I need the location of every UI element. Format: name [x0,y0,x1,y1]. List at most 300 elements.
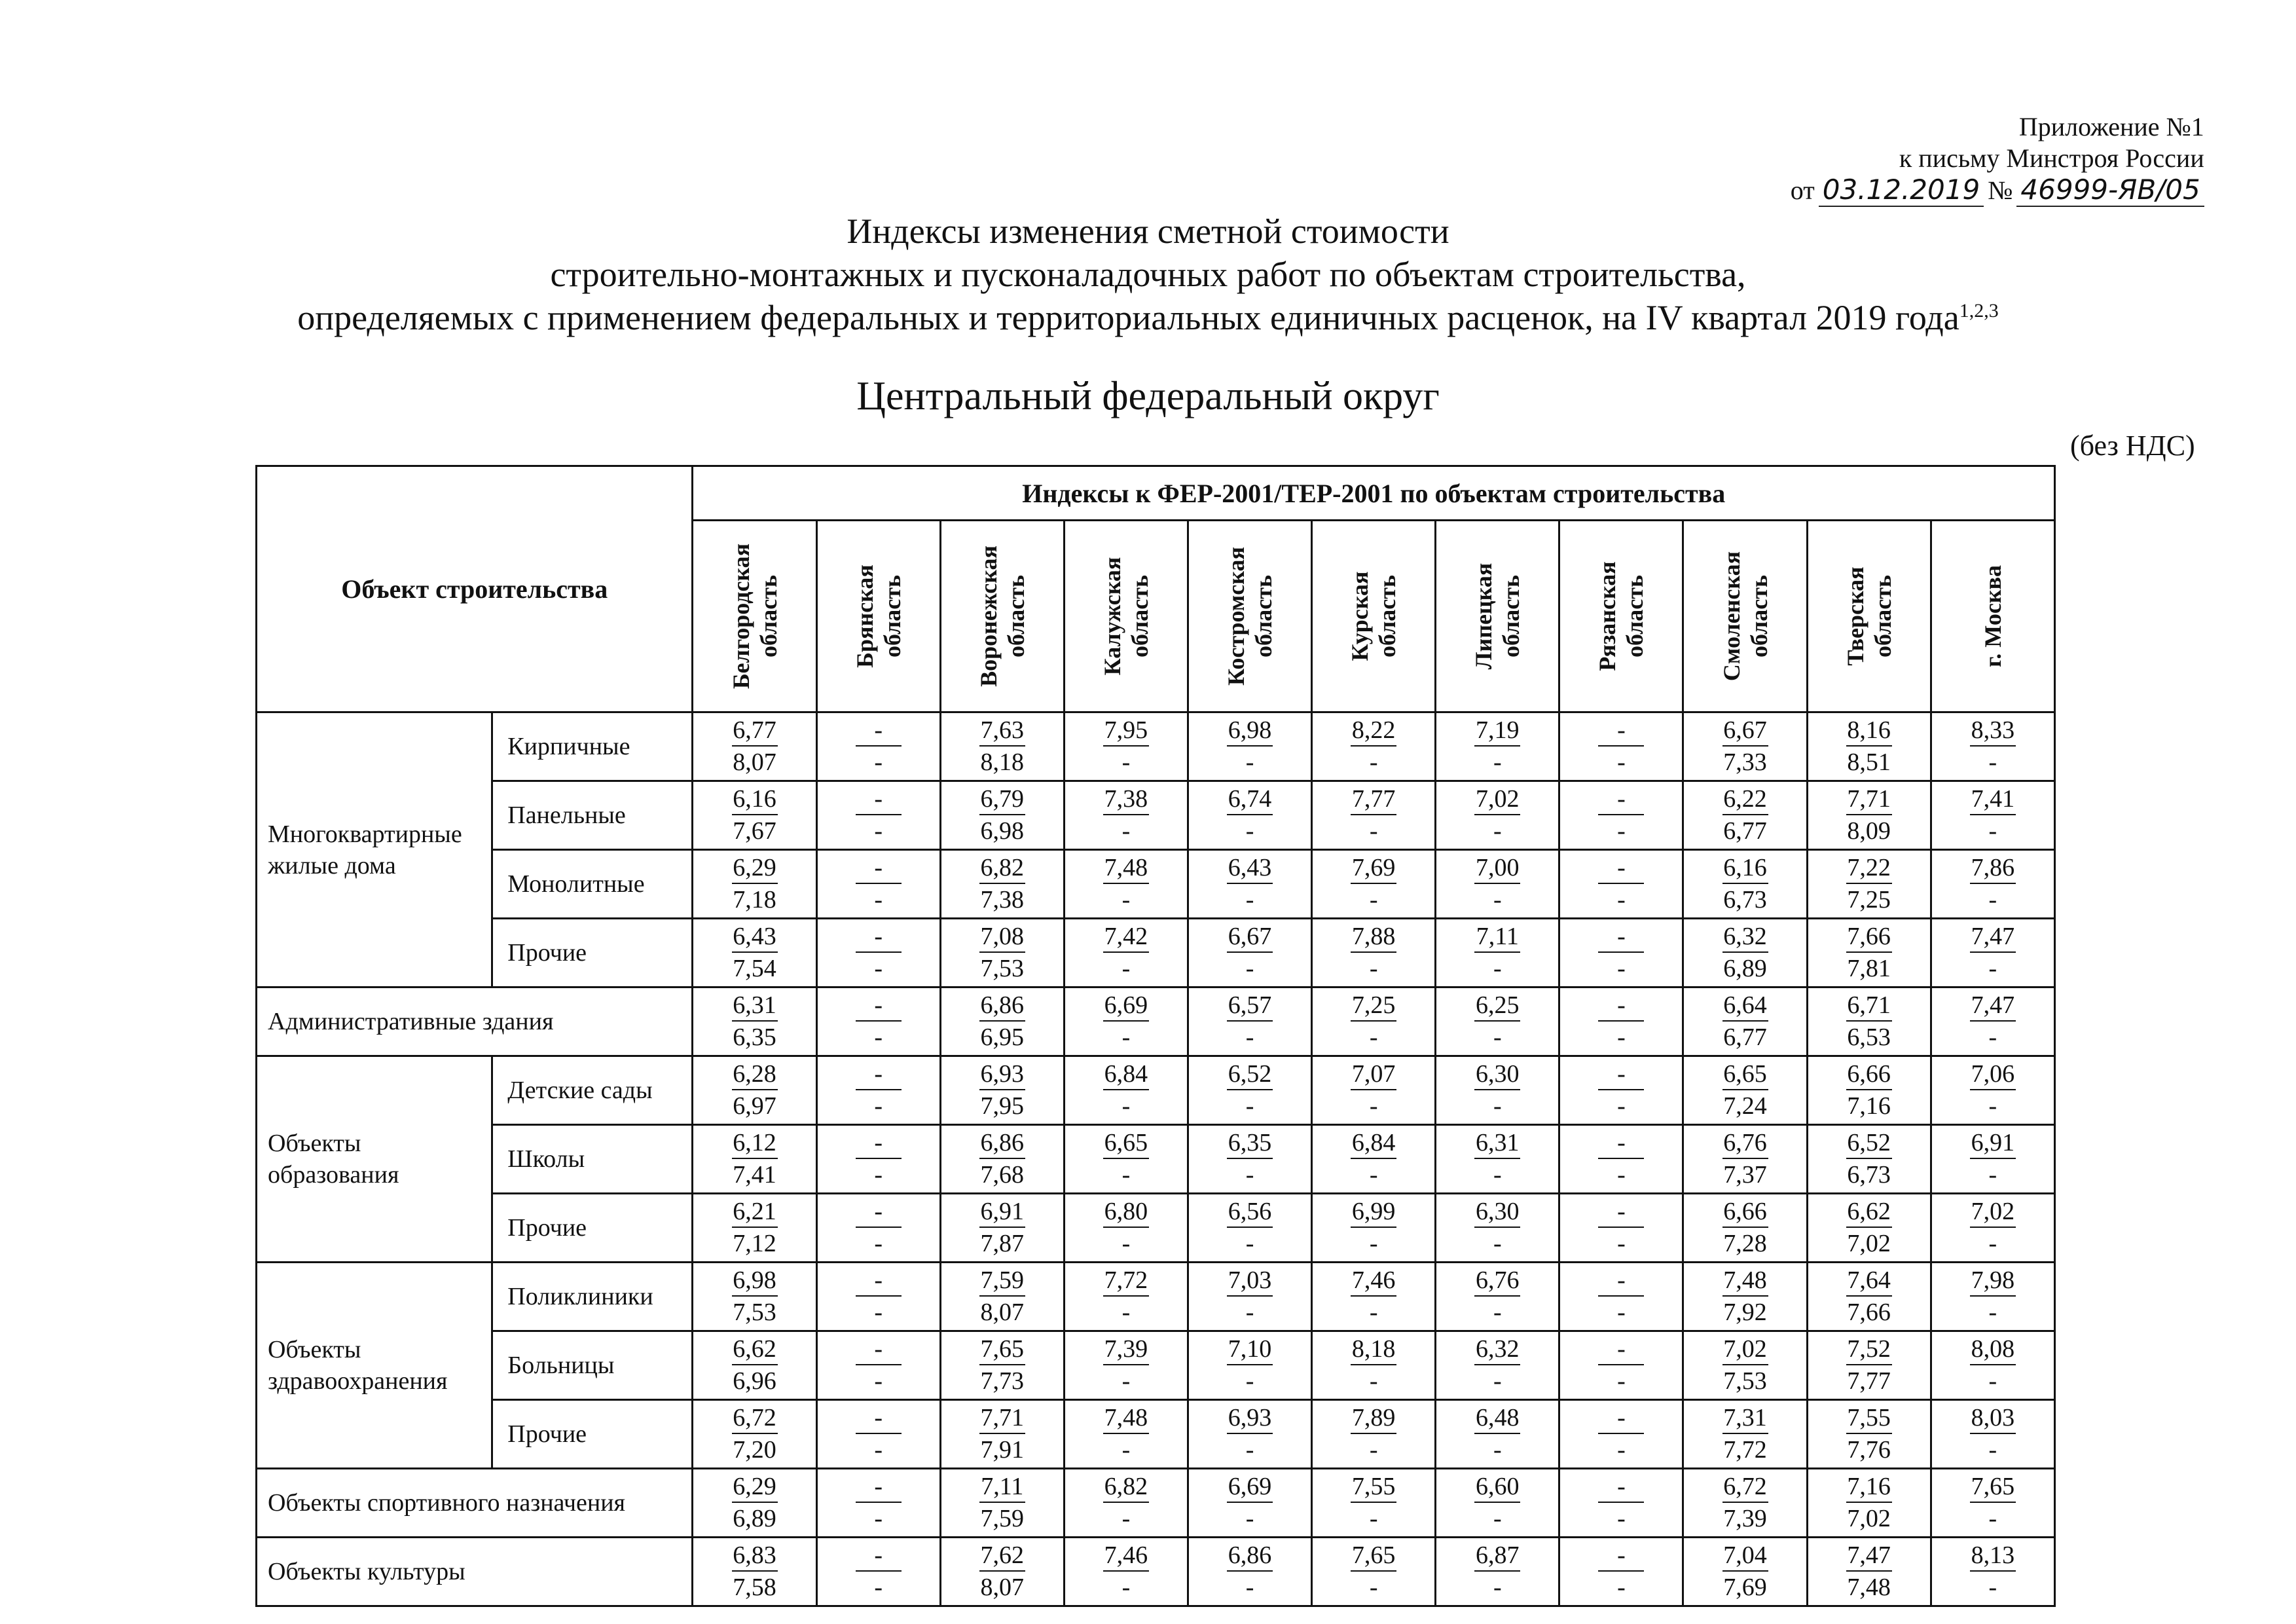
territorial-index-value: - [1988,1574,1997,1601]
federal-index-value: 7,11 [1474,921,1520,953]
territorial-index-value: - [1121,1574,1131,1601]
federal-index-value: 7,55 [1351,1471,1396,1503]
federal-index-value: 7,47 [1970,990,2016,1022]
appendix-date-prefix: от [1790,175,1815,205]
territorial-index-value: - [874,955,883,982]
territorial-index-value: - [1617,1092,1626,1120]
federal-index-value: 7,48 [1722,1265,1768,1297]
region-name: г. Москва [1979,565,2006,667]
territorial-index-value: - [1617,1505,1626,1532]
territorial-index-value: - [1617,886,1626,913]
federal-index-value: 7,19 [1474,715,1520,747]
federal-index-value: 7,03 [1227,1265,1273,1297]
index-cell [1312,1263,1436,1331]
territorial-index-value: 7,16 [1847,1092,1891,1120]
federal-index-value: 6,87 [1474,1540,1520,1572]
territorial-index-value: - [1988,886,1997,913]
territorial-index-value: - [1369,1024,1378,1051]
territorial-index-value: - [1121,1230,1131,1257]
index-cell [1559,1400,1683,1469]
index-cell [1559,1194,1683,1263]
federal-index-value: 7,52 [1846,1334,1892,1365]
federal-index-value: - [1598,853,1644,884]
territorial-index-value: - [1121,955,1131,982]
federal-index-value: 8,08 [1970,1334,2016,1365]
federal-index-value: 7,89 [1351,1403,1396,1434]
object-subtype-label: Поликлиники [492,1263,693,1331]
territorial-index-value: - [874,817,883,845]
territorial-index-value: - [1493,1230,1502,1257]
territorial-index-value: - [1617,817,1626,845]
indices-group-header: Индексы к ФЕР-2001/ТЕР-2001 по объектам строительства [693,466,2055,521]
region-column-header [1064,521,1188,712]
federal-index-value: 6,64 [1722,990,1768,1022]
federal-index-value: - [856,1128,902,1159]
federal-index-value: - [1598,1196,1644,1228]
federal-index-value: 6,60 [1474,1471,1520,1503]
federal-index-value: - [856,990,902,1022]
federal-index-value: 6,91 [979,1196,1025,1228]
territorial-index-value: - [1493,748,1502,776]
index-cell [1436,919,1559,987]
index-cell [1188,1538,1311,1606]
index-cell [1559,1056,1683,1125]
federal-index-value: 7,69 [1351,853,1396,884]
appendix-number: 46999-ЯВ/05 [2016,174,2204,207]
territorial-index-value: 7,39 [1723,1505,1767,1532]
object-subtype-label: Монолитные [492,850,693,919]
territorial-index-value: 7,02 [1847,1505,1891,1532]
index-cell [693,1538,816,1606]
federal-index-value: 6,79 [979,784,1025,815]
index-cell [940,850,1064,919]
index-cell [693,1331,816,1400]
territorial-index-value: - [1493,1024,1502,1051]
territorial-index-value: - [1369,1436,1378,1464]
territorial-index-value: - [1121,886,1131,913]
index-cell [693,1125,816,1194]
index-cell [693,850,816,919]
table-row [257,1125,2055,1194]
federal-index-value: 8,33 [1970,715,2016,747]
territorial-index-value: - [1617,748,1626,776]
table-row [257,1194,2055,1263]
federal-index-value: 6,83 [732,1540,778,1572]
territorial-index-value: 7,81 [1847,955,1891,982]
table-row [257,1538,2055,1606]
index-cell [1188,1263,1311,1331]
federal-index-value: - [1598,1334,1644,1365]
index-cell [1683,1263,1807,1331]
federal-index-value: 6,72 [732,1403,778,1434]
federal-index-value: 6,66 [1722,1196,1768,1228]
federal-index-value: 7,77 [1351,784,1396,815]
territorial-index-value: 7,67 [733,817,776,845]
territorial-index-value: - [1493,1436,1502,1464]
title-line-2: строительно-монтажных и пусконаладочных работ по объектам строительства, [550,255,1746,294]
index-cell [1807,1538,1931,1606]
federal-index-value: 6,56 [1227,1196,1273,1228]
index-cell [1312,1538,1436,1606]
federal-index-value: 6,93 [979,1059,1025,1090]
object-group-label: Объекты здравоохранения [257,1263,492,1469]
territorial-index-value: 7,76 [1847,1436,1891,1464]
region-name: Липецкая область [1470,563,1525,670]
federal-index-value: - [856,784,902,815]
table-row [257,1056,2055,1125]
territorial-index-value: - [1617,1161,1626,1189]
territorial-index-value: 7,48 [1847,1574,1891,1601]
index-cell [1188,1331,1311,1400]
index-cell [940,987,1064,1056]
federal-index-value: 7,16 [1846,1471,1892,1503]
index-cell [693,1263,816,1331]
index-cell [1312,987,1436,1056]
federal-index-value: 8,03 [1970,1403,2016,1434]
federal-index-value: - [856,1403,902,1434]
index-cell [1559,781,1683,850]
index-cell [816,1056,940,1125]
federal-index-value: 6,69 [1227,1471,1273,1503]
index-cell [1064,850,1188,919]
object-subtype-label: Кирпичные [492,712,693,781]
index-cell [1931,712,2054,781]
index-cell [816,919,940,987]
territorial-index-value: - [874,1505,883,1532]
territorial-index-value: 7,68 [980,1161,1025,1189]
federal-index-value: 6,65 [1722,1059,1768,1090]
territorial-index-value: 6,98 [980,817,1025,845]
territorial-index-value: 6,77 [1723,1024,1767,1051]
territorial-index-value: 7,37 [1723,1161,1767,1189]
index-cell [1436,1125,1559,1194]
index-cell [816,850,940,919]
territorial-index-value: - [1369,1367,1378,1395]
index-cell [1931,1125,2054,1194]
index-cell [1312,1400,1436,1469]
federal-index-value: 6,80 [1103,1196,1149,1228]
index-cell [1559,1538,1683,1606]
federal-index-value: 7,55 [1846,1403,1892,1434]
federal-index-value: - [856,853,902,884]
territorial-index-value: - [1245,748,1254,776]
territorial-index-value: - [1493,1574,1502,1601]
table-row [257,850,2055,919]
territorial-index-value: - [1245,1092,1254,1120]
index-cell [1188,1194,1311,1263]
index-cell [816,1538,940,1606]
territorial-index-value: - [1369,886,1378,913]
territorial-index-value: - [1369,1161,1378,1189]
federal-index-value: 7,48 [1103,1403,1149,1434]
index-cell [1312,1194,1436,1263]
object-subtype-label: Детские сады [492,1056,693,1125]
territorial-index-value: 7,53 [980,955,1025,982]
territorial-index-value: - [1493,817,1502,845]
index-cell [693,1194,816,1263]
index-cell [1931,1331,2054,1400]
region-column-header [1683,521,1807,712]
territorial-index-value: - [874,886,883,913]
federal-index-value: 6,65 [1103,1128,1149,1159]
federal-index-value: 6,67 [1227,921,1273,953]
federal-index-value: 6,32 [1474,1334,1520,1365]
federal-index-value: 6,77 [732,715,778,747]
index-cell [693,1469,816,1538]
index-cell [1559,1125,1683,1194]
federal-index-value: 6,76 [1722,1128,1768,1159]
index-cell [693,919,816,987]
index-cell [1683,1538,1807,1606]
index-cell [1188,987,1311,1056]
index-cell [1064,781,1188,850]
federal-index-value: 7,10 [1227,1334,1273,1365]
document-title [0,210,2296,339]
table-row [257,987,2055,1056]
federal-index-value: - [1598,921,1644,953]
federal-index-value: 7,00 [1474,853,1520,884]
territorial-index-value: 7,77 [1847,1367,1891,1395]
territorial-index-value: 6,53 [1847,1024,1891,1051]
territorial-index-value: 8,07 [980,1574,1025,1601]
index-cell [1559,712,1683,781]
federal-index-value: 6,71 [1846,990,1892,1022]
index-cell [816,1125,940,1194]
index-cell [1683,919,1807,987]
index-cell [1683,1469,1807,1538]
index-cell [1312,1125,1436,1194]
territorial-index-value: - [1245,1574,1254,1601]
object-label: Объекты культуры [257,1538,693,1606]
index-cell [1436,850,1559,919]
territorial-index-value: - [874,1436,883,1464]
region-name: Рязанская область [1594,561,1649,671]
index-cell [1436,1194,1559,1263]
index-cell [1312,919,1436,987]
federal-index-value: 6,72 [1722,1471,1768,1503]
territorial-index-value: - [1369,1092,1378,1120]
index-cell [1807,712,1931,781]
index-cell [816,1469,940,1538]
territorial-index-value: - [1121,1299,1131,1326]
region-column-header [1312,521,1436,712]
territorial-index-value: - [1121,1436,1131,1464]
region-column-header [940,521,1064,712]
federal-index-value: - [1598,715,1644,747]
region-column-header [1807,521,1931,712]
region-column-header [1931,521,2054,712]
federal-index-value: 6,21 [732,1196,778,1228]
index-cell [1931,1469,2054,1538]
federal-index-value: 6,31 [732,990,778,1022]
territorial-index-value: 7,28 [1723,1230,1767,1257]
index-cell [816,1263,940,1331]
territorial-index-value: - [1369,748,1378,776]
index-cell [1559,1469,1683,1538]
index-cell [1807,1056,1931,1125]
territorial-index-value: - [1988,748,1997,776]
federal-index-value: 6,30 [1474,1059,1520,1090]
federal-index-value: 6,98 [732,1265,778,1297]
region-name: Костромская область [1223,547,1277,686]
territorial-index-value: - [1369,1299,1378,1326]
federal-index-value: 7,31 [1722,1403,1768,1434]
territorial-index-value: 7,95 [980,1092,1025,1120]
appendix-block [1733,111,2204,207]
federal-index-value: 7,71 [979,1403,1025,1434]
index-cell [1312,1469,1436,1538]
federal-index-value: 7,65 [1970,1471,2016,1503]
index-cell [1188,1469,1311,1538]
federal-index-value: 6,32 [1722,921,1768,953]
federal-index-value: 7,66 [1846,921,1892,953]
territorial-index-value: 6,95 [980,1024,1025,1051]
index-cell [1931,781,2054,850]
territorial-index-value: - [1121,1505,1131,1532]
federal-index-value: 6,86 [979,990,1025,1022]
index-cell [1436,1263,1559,1331]
index-cell [1064,1263,1188,1331]
federal-index-value: 6,86 [1227,1540,1273,1572]
index-cell [816,1400,940,1469]
territorial-index-value: - [1493,886,1502,913]
index-cell [1188,1400,1311,1469]
territorial-index-value: - [1988,1367,1997,1395]
territorial-index-value: - [1617,1436,1626,1464]
index-cell [1807,1400,1931,1469]
territorial-index-value: - [1369,1574,1378,1601]
index-cell [1064,1194,1188,1263]
object-subtype-label: Школы [492,1125,693,1194]
federal-index-value: 7,63 [979,715,1025,747]
federal-index-value: 6,31 [1474,1128,1520,1159]
federal-index-value: 6,93 [1227,1403,1273,1434]
index-cell [1436,1469,1559,1538]
territorial-index-value: - [874,1574,883,1601]
federal-index-value: 6,67 [1722,715,1768,747]
territorial-index-value: - [1617,1299,1626,1326]
federal-index-value: - [856,715,902,747]
territorial-index-value: - [1988,1024,1997,1051]
territorial-index-value: - [1617,1024,1626,1051]
index-cell [816,1194,940,1263]
territorial-index-value: - [874,1367,883,1395]
index-cell [1807,781,1931,850]
index-cell [1188,712,1311,781]
index-cell [693,712,816,781]
federal-index-value: 6,69 [1103,990,1149,1022]
region-name: Смоленская область [1718,551,1772,682]
federal-index-value: 7,72 [1103,1265,1149,1297]
object-subtype-label: Больницы [492,1331,693,1400]
index-cell [1436,1056,1559,1125]
index-cell [693,987,816,1056]
territorial-index-value: - [1245,1367,1254,1395]
territorial-index-value: - [1493,955,1502,982]
index-cell [940,919,1064,987]
federal-index-value: 6,84 [1351,1128,1396,1159]
territorial-index-value: - [1245,886,1254,913]
territorial-index-value: 8,51 [1847,748,1891,776]
index-cell [1931,1400,2054,1469]
index-cell [1807,1331,1931,1400]
index-cell [1064,1331,1188,1400]
federal-index-value: 7,88 [1351,921,1396,953]
federal-index-value: - [1598,1128,1644,1159]
territorial-index-value: - [1245,817,1254,845]
index-cell [1807,1263,1931,1331]
region-name: Курская область [1347,571,1401,661]
territorial-index-value: 7,20 [733,1436,776,1464]
territorial-index-value: - [1121,1024,1131,1051]
federal-index-value: 6,25 [1474,990,1520,1022]
index-cell [1312,850,1436,919]
federal-index-value: 7,46 [1351,1265,1396,1297]
federal-index-value: 6,29 [732,1471,778,1503]
federal-index-value: - [856,921,902,953]
region-name: Брянская область [851,564,905,668]
federal-index-value: 7,06 [1970,1059,2016,1090]
territorial-index-value: - [1988,1299,1997,1326]
territorial-index-value: - [1369,817,1378,845]
territorial-index-value: - [1617,1230,1626,1257]
index-cell [693,1056,816,1125]
object-label: Объекты спортивного назначения [257,1469,693,1538]
territorial-index-value: - [1493,1505,1502,1532]
federal-index-value: 6,52 [1846,1128,1892,1159]
federal-index-value: 7,25 [1351,990,1396,1022]
index-cell [940,1400,1064,1469]
region-column-header [1559,521,1683,712]
region-name: Калужская область [1099,557,1153,676]
territorial-index-value: - [1369,1230,1378,1257]
territorial-index-value: 8,09 [1847,817,1891,845]
index-cell [1064,1056,1188,1125]
territorial-index-value: - [1245,1505,1254,1532]
territorial-index-value: 7,33 [1723,748,1767,776]
index-cell [940,1056,1064,1125]
territorial-index-value: 8,18 [980,748,1025,776]
territorial-index-value: 7,02 [1847,1230,1891,1257]
index-cell [1064,987,1188,1056]
federal-index-value: 7,39 [1103,1334,1149,1365]
federal-index-value: 6,76 [1474,1265,1520,1297]
index-cell [940,1194,1064,1263]
federal-index-value: 6,43 [1227,853,1273,884]
federal-index-value: 8,18 [1351,1334,1396,1365]
federal-index-value: 7,02 [1722,1334,1768,1365]
federal-index-value: 7,11 [979,1471,1025,1503]
territorial-index-value: - [1617,1367,1626,1395]
index-cell [1559,850,1683,919]
territorial-index-value: 7,18 [733,886,776,913]
vat-note: (без НДС) [2070,430,2195,462]
territorial-index-value: - [1369,1505,1378,1532]
federal-index-value: 7,07 [1351,1059,1396,1090]
object-subtype-label: Прочие [492,1400,693,1469]
index-cell [940,1125,1064,1194]
federal-index-value: 6,84 [1103,1059,1149,1090]
territorial-index-value: - [1617,1574,1626,1601]
territorial-index-value: 7,53 [1723,1367,1767,1395]
federal-index-value: 6,62 [1846,1196,1892,1228]
index-cell [1436,987,1559,1056]
federal-index-value: 6,91 [1970,1128,2016,1159]
object-group-label: Многоквартирные жилые дома [257,712,492,987]
index-cell [693,1400,816,1469]
index-cell [816,781,940,850]
territorial-index-value: - [874,1024,883,1051]
